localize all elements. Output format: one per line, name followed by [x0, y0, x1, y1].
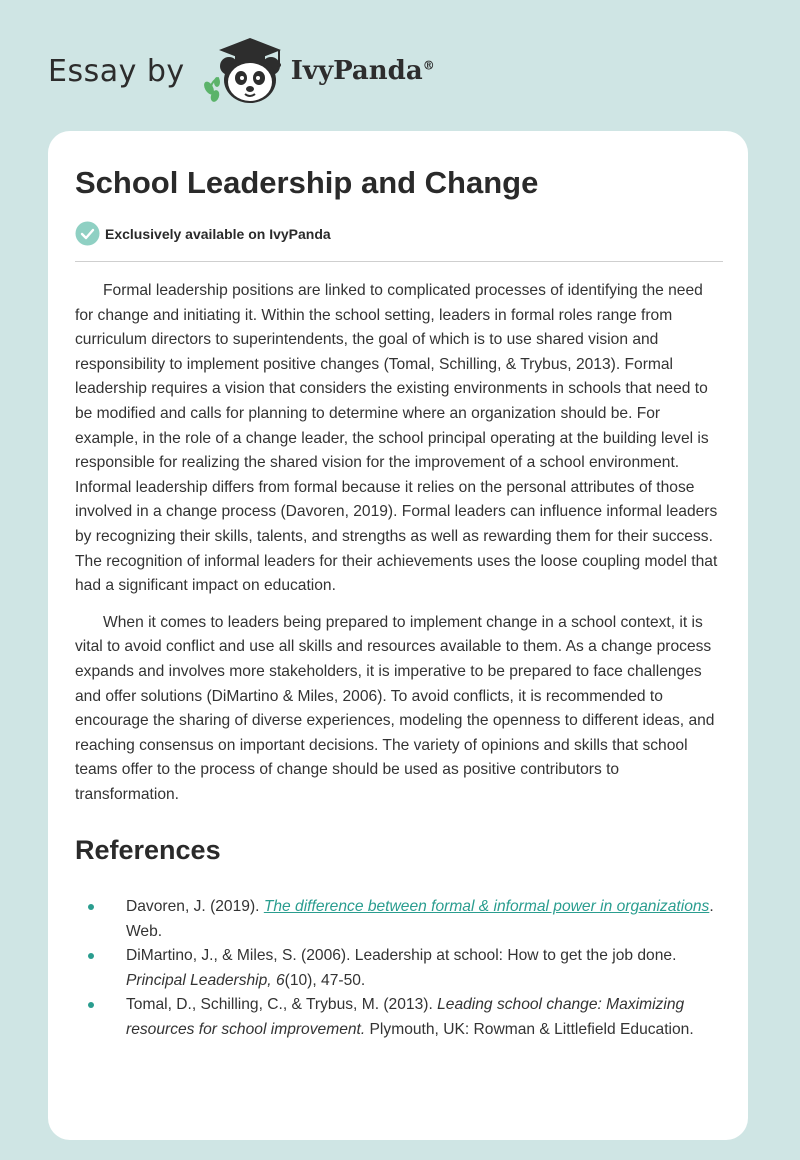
site-header [48, 36, 435, 106]
references-heading: References [75, 835, 221, 865]
paragraph: Formal leadership positions are linked to complicated processes of identifying the need for change and initiating it. Within the school setting, leaders in formal roles range from curriculum directors to superintendents, the goal of which is to use shared vision and responsibility to implement positive changes (Tomal, Schilling, & Trybus, 2013). Formal leadership requires a vision that considers the existing environments in schools that need to be modified and calls for planning to determine where an organization should be. For example, in the role of a change leader, the school principal operating at the building level is responsible for realizing the shared vision for the improvement of a school environment. Informal leadership differs from formal because it relies on the personal attributes of those involved in a change process (Davoren, 2019). Formal leaders can influence informal leaders by recognizing their skills, talents, and strengths as well as rewarding them for their success. The recognition of informal leaders for their achievements uses the loose coupling model that had a significant impact on education. [75, 282, 718, 595]
exclusive-badge [75, 221, 331, 246]
reference-link[interactable]: The difference between formal & informal power in organizations [263, 898, 710, 915]
references-list [75, 895, 723, 1043]
brand-text: IvyPanda [290, 56, 423, 86]
reference-text: . Web. [126, 898, 714, 940]
brand-name[interactable] [291, 56, 435, 86]
reference-text: Plymouth, UK: Rowman & Littlefield Education. [365, 1020, 694, 1038]
panda-graduation-cap-icon[interactable] [199, 36, 285, 106]
reference-item [75, 895, 723, 944]
paragraph: When it comes to leaders being prepared to implement change in a school context, it is vital to avoid conflict and use all skills and resources available to them. As a change process expands and involves more stakeholders, it is imperative to be prepared to face challenges and offer solutions (DiMartino & Miles, 2006). To avoid conflicts, it is recommended to encourage the sharing of diverse experiences, modeling the openness to different ideas, and reaching consensus on important decisions. The variety of opinions and skills that school teams offer to the process of change should be used as positive contributors to transformation. [75, 613, 715, 803]
check-circle-icon [75, 221, 100, 246]
reference-text: DiMartino, J., & Miles, S. (2006). Leadership at school: How to get the job done. [126, 947, 677, 965]
registered-mark: ® [422, 58, 435, 73]
essay-by-label: Essay by [48, 53, 185, 89]
reference-text: Davoren, J. (2019). [126, 898, 264, 915]
reference-item [75, 993, 723, 1042]
article-card [48, 131, 748, 1140]
reference-item [75, 944, 723, 993]
reference-text: (10), 47-50. [284, 971, 366, 989]
badge-text: Exclusively available on IvyPanda [105, 225, 331, 242]
reference-book-title: Leading school change: Maximizing resources for school improvement. [126, 996, 685, 1038]
reference-journal: Principal Leadership, 6 [126, 971, 285, 989]
article-body [75, 279, 723, 819]
page-title: School Leadership and Change [75, 165, 539, 200]
reference-text: Tomal, D., Schilling, C., & Trybus, M. (2013). [126, 996, 438, 1014]
divider [75, 261, 723, 262]
